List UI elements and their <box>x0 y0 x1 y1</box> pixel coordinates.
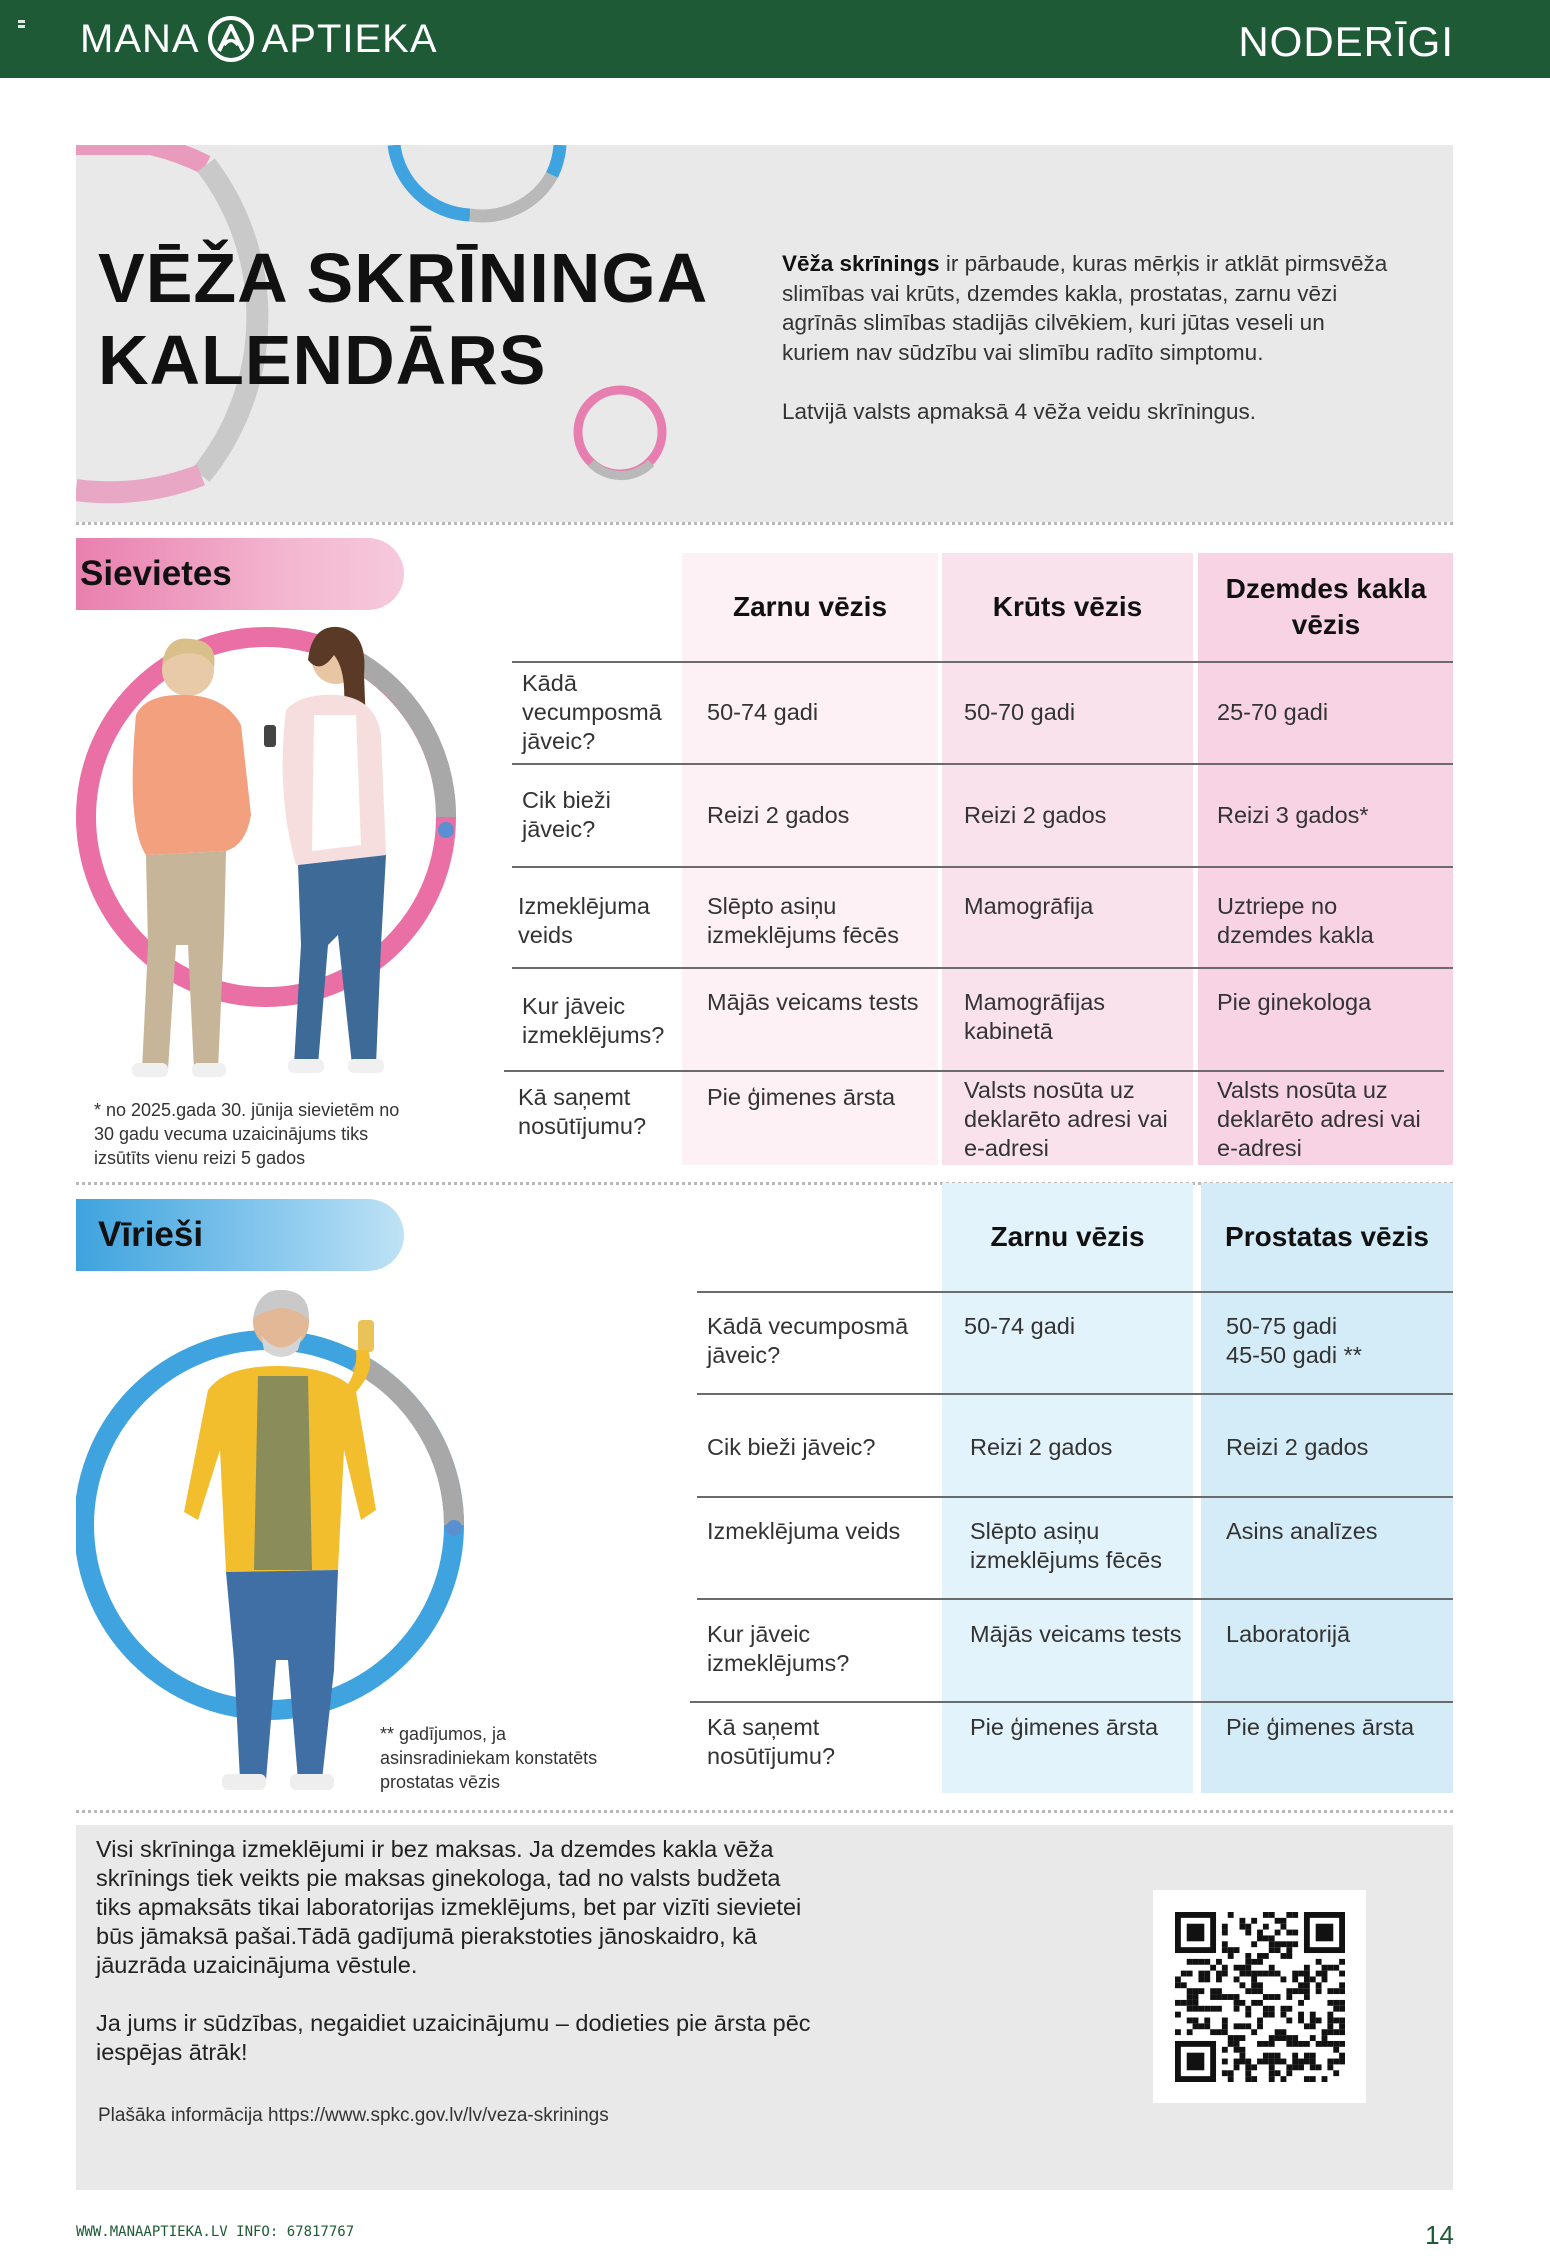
women-col-header: Krūts vēzis <box>992 591 1143 622</box>
table-cell: Valsts nosūta uz deklarēto adresi vai e-adresi <box>964 1077 1168 1161</box>
table-cell: 50-74 gadi <box>707 699 819 725</box>
table-cell: Mamogrāfija <box>964 893 1094 919</box>
table-row-label: Kādā vecumposmā jāveic? <box>707 1313 909 1368</box>
info-paragraph: Ja jums ir sūdzības, negaidiet uzaicinājumu – dodieties pie ārsta pēc iespējas ātrāk! <box>96 2010 811 2065</box>
page-title: VĒŽA SKRĪNINGA KALENDĀRS <box>98 239 709 399</box>
more-info-link[interactable]: Plašāka informācija https://www.spkc.gov.lv/lv/veza-skrinings <box>98 2105 609 2126</box>
table-cell: 25-70 gadi <box>1217 699 1329 725</box>
brand-left-text: MANA <box>80 16 200 61</box>
table-cell: Asins analīzes <box>1226 1518 1378 1544</box>
table-row-label: Kur jāveic izmeklējums? <box>522 993 665 1048</box>
paid-paragraph: Latvijā valsts apmaksā 4 vēža veidu skrīningus. <box>782 399 1256 424</box>
table-rule <box>512 866 1453 868</box>
table-cell: Reizi 2 gados <box>964 802 1107 828</box>
table-rule <box>512 661 1453 663</box>
men-footnote: ** gadījumos, ja asinsradiniekam konstatēts prostatas vēzis <box>380 1724 598 1792</box>
men-col-header: Prostatas vēzis <box>1225 1221 1429 1252</box>
section-title: NODERĪGI <box>1238 18 1454 65</box>
brand-right-text: APTIEKA <box>261 16 438 61</box>
table-rule <box>690 1701 1453 1703</box>
table-row-label: Kur jāveic izmeklējums? <box>707 1621 850 1676</box>
table-cell: Slēpto asiņu izmeklējums fēcēs <box>707 893 899 948</box>
table-rule <box>504 1070 1444 1072</box>
header-bar <box>0 0 1550 78</box>
table-rule <box>512 763 1453 765</box>
table-rule <box>697 1393 1453 1395</box>
table-row-label: Izmeklējuma veids <box>707 1518 901 1544</box>
table-cell: Valsts nosūta uz deklarēto adresi vai e-adresi <box>1217 1077 1421 1161</box>
table-row-label: Kādā vecumposmā jāveic? <box>522 670 662 754</box>
table-cell: Reizi 3 gados* <box>1217 802 1369 828</box>
footer-contact: WWW.MANAAPTIEKA.LV INFO: 67817767 <box>76 2224 355 2240</box>
table-cell: Laboratorijā <box>1226 1621 1351 1647</box>
hero-panel <box>76 145 1453 522</box>
qr-code-icon <box>1175 1912 1345 2082</box>
table-cell: 50-70 gadi <box>964 699 1076 725</box>
table-rule <box>697 1291 1453 1293</box>
table-cell: Mamogrāfijas kabinetā <box>964 989 1106 1044</box>
intro-paragraph: Vēža skrīnings ir pārbaude, kuras mērķis ir atklāt pirmsvēža slimības vai krūts, dzemdes kakla, prostatas, zarnu vēzi agrīnās slimības stadijās cilvēkiem, kuri jūtas veseli un kuriem nav sūdzību vai slimību radīto simptomu. <box>782 251 1388 365</box>
table-cell: Mājās veicams tests <box>970 1621 1182 1647</box>
info-paragraph: Visi skrīninga izmeklējumi ir bez maksas. Ja dzemdes kakla vēža skrīnings tiek veikts pie maksas ginekologa, tad no valsts budžeta tiks apmaksāts tikai laboratorijas izmeklējums, bet par vizīti sievietei būs jāmaksā pašai.Tādā gadījumā pierakstoties jānoskaidro, kā jāuzrāda uzaicinājuma vēstule. <box>96 1836 802 1978</box>
table-cell: 50-75 gadi 45-50 gadi ** <box>1226 1313 1362 1368</box>
brand-mark-icon <box>206 14 256 64</box>
women-col-header: Zarnu vēzis <box>732 591 888 622</box>
men-section-label: Vīrieši <box>76 1199 404 1271</box>
table-row-label: Kā saņemt nosūtījumu? <box>518 1084 647 1139</box>
info-text <box>96 1835 816 2067</box>
men-col-header: Zarnu vēzis <box>990 1221 1145 1252</box>
qr-code[interactable] <box>1153 1890 1366 2103</box>
table-row-label: Cik bieži jāveic? <box>522 787 611 842</box>
divider <box>76 1810 1453 1813</box>
table-cell: Reizi 2 gados <box>707 802 850 828</box>
info-panel <box>76 1825 1453 2190</box>
table-cell: Mājās veicams tests <box>707 989 919 1015</box>
table-row-label: Cik bieži jāveic? <box>707 1434 876 1460</box>
table-rule <box>512 967 1453 969</box>
table-rule <box>697 1598 1453 1600</box>
table-row-label: Kā saņemt nosūtījumu? <box>707 1714 836 1769</box>
table-cell: Slēpto asiņu izmeklējums fēcēs <box>970 1518 1162 1573</box>
menu-dot <box>18 25 25 28</box>
menu-dot <box>18 20 25 23</box>
women-footnote: * no 2025.gada 30. jūnija sievietēm no 30 gadu vecuma uzaicinājums tiks izsūtīts vienu reizi 5 gados <box>94 1100 400 1168</box>
table-rule <box>697 1496 1453 1498</box>
table-cell: Uztriepe no dzemdes kakla <box>1217 893 1374 948</box>
page-number: 14 <box>1425 2220 1454 2250</box>
table-cell: Pie ginekologa <box>1217 989 1372 1015</box>
brand-logo[interactable] <box>80 14 438 64</box>
table-cell: Pie ģimenes ārsta <box>707 1084 896 1110</box>
table-cell: Pie ģimenes ārsta <box>970 1714 1159 1740</box>
hero-intro <box>782 249 1392 427</box>
women-illustration <box>76 615 476 1085</box>
table-cell: Reizi 2 gados <box>970 1434 1113 1460</box>
table-cell: 50-74 gadi <box>964 1313 1076 1339</box>
table-cell: Reizi 2 gados <box>1226 1434 1369 1460</box>
table-cell: Pie ģimenes ārsta <box>1226 1714 1415 1740</box>
women-section-label: Sievietes <box>76 538 404 610</box>
women-col-header: Dzemdes kakla vēzis <box>1225 573 1427 640</box>
table-row-label: Izmeklējuma veids <box>518 893 650 948</box>
divider <box>76 522 1453 525</box>
